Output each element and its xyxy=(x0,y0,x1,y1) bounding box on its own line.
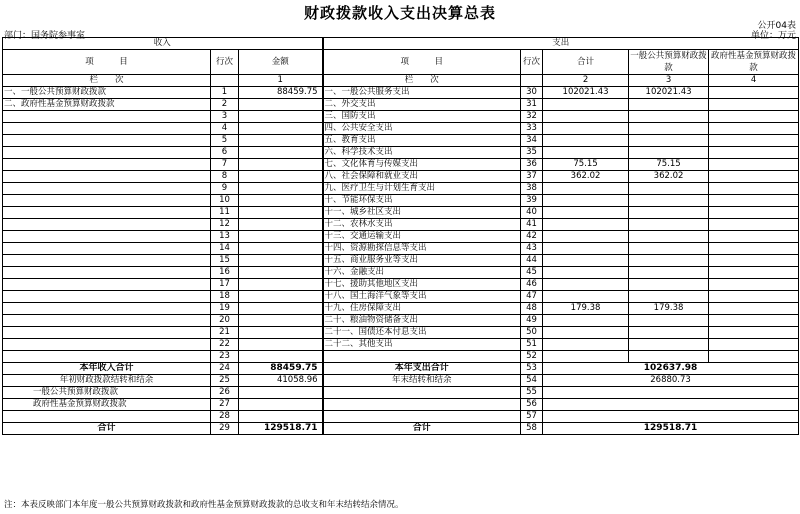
gov-fund-amount xyxy=(709,339,799,351)
line-number: 41 xyxy=(521,219,543,231)
general-budget-amount: 102021.43 xyxy=(629,87,709,99)
table-row xyxy=(3,207,799,219)
expense-total: 362.02 xyxy=(543,171,629,183)
line-number: 30 xyxy=(521,87,543,99)
line-number: 49 xyxy=(521,315,543,327)
line-number: 5 xyxy=(211,135,239,147)
expense-item: 十二、农林水支出 xyxy=(323,219,521,231)
income-amount xyxy=(239,267,323,279)
expense-total: 179.38 xyxy=(543,303,629,315)
line-number: 4 xyxy=(211,123,239,135)
income-amount xyxy=(239,255,323,267)
expense-total xyxy=(543,351,629,363)
table-row xyxy=(3,315,799,327)
line-number: 56 xyxy=(521,399,543,411)
expense-total xyxy=(543,195,629,207)
gov-fund-amount xyxy=(709,207,799,219)
line-number: 37 xyxy=(521,171,543,183)
income-amount xyxy=(239,291,323,303)
gov-fund-amount xyxy=(709,183,799,195)
gov-fund-amount xyxy=(709,267,799,279)
carry-begin-label: 年初财政拨款结转和结余 xyxy=(3,375,211,387)
line-number: 45 xyxy=(521,267,543,279)
table-row xyxy=(3,267,799,279)
line-number: 15 xyxy=(211,255,239,267)
line-number: 27 xyxy=(211,399,239,411)
expense-total xyxy=(543,267,629,279)
line-number: 16 xyxy=(211,267,239,279)
income-total-value: 88459.75 xyxy=(239,363,323,375)
line-number: 21 xyxy=(211,327,239,339)
income-item xyxy=(3,195,211,207)
income-amount xyxy=(239,207,323,219)
grand-income-value: 129518.71 xyxy=(239,423,323,435)
general-budget-amount: 362.02 xyxy=(629,171,709,183)
line-number: 31 xyxy=(521,99,543,111)
column-label: 栏 次 xyxy=(323,75,521,87)
grand-expense-value: 129518.71 xyxy=(543,423,799,435)
general-budget-amount: 179.38 xyxy=(629,303,709,315)
line-number: 47 xyxy=(521,291,543,303)
sub-general-label: 一般公共预算财政拨款 xyxy=(3,387,211,399)
line-number: 46 xyxy=(521,279,543,291)
income-amount xyxy=(239,339,323,351)
expense-total: 75.15 xyxy=(543,159,629,171)
line-number: 38 xyxy=(521,183,543,195)
gov-fund-amount xyxy=(709,171,799,183)
gov-fund-amount xyxy=(709,135,799,147)
income-amount xyxy=(239,183,323,195)
table-row xyxy=(3,99,799,111)
expense-total-label: 本年支出合计 xyxy=(323,363,521,375)
general-budget-header: 一般公共预算财政拨款 xyxy=(630,51,707,73)
line-number: 8 xyxy=(211,171,239,183)
line-number: 32 xyxy=(521,111,543,123)
income-line-header: 行次 xyxy=(211,50,239,75)
income-item xyxy=(3,147,211,159)
expense-item: 十七、援助其他地区支出 xyxy=(323,279,521,291)
income-item xyxy=(3,315,211,327)
expense-total xyxy=(543,219,629,231)
income-amount xyxy=(239,279,323,291)
income-amount xyxy=(239,159,323,171)
income-item xyxy=(3,171,211,183)
income-amount: 88459.75 xyxy=(239,87,323,99)
expense-item: 八、社会保障和就业支出 xyxy=(323,171,521,183)
expense-total xyxy=(543,291,629,303)
expense-item: 三、国防支出 xyxy=(323,111,521,123)
carry-begin-value: 41058.96 xyxy=(239,375,323,387)
carry-end-value: 26880.73 xyxy=(543,375,799,387)
income-item xyxy=(3,291,211,303)
expense-item-header: 项 目 xyxy=(323,50,521,75)
general-budget-amount xyxy=(629,207,709,219)
general-budget-amount xyxy=(629,291,709,303)
expense-item: 二十二、其他支出 xyxy=(323,339,521,351)
col-num: 3 xyxy=(629,75,709,87)
expense-item: 十八、国土海洋气象等支出 xyxy=(323,291,521,303)
line-number: 48 xyxy=(521,303,543,315)
gov-fund-amount xyxy=(709,255,799,267)
line-number: 9 xyxy=(211,183,239,195)
income-item xyxy=(3,339,211,351)
line-number: 52 xyxy=(521,351,543,363)
expense-total-header: 合计 xyxy=(543,50,629,75)
report-title: 财政拨款收入支出决算总表 xyxy=(303,4,496,22)
line-number: 2 xyxy=(211,99,239,111)
gov-fund-amount xyxy=(709,147,799,159)
line-number: 55 xyxy=(521,387,543,399)
line-number: 6 xyxy=(211,147,239,159)
general-budget-amount xyxy=(629,279,709,291)
expense-item: 二、外交支出 xyxy=(323,99,521,111)
income-item xyxy=(3,111,211,123)
line-number: 28 xyxy=(211,411,239,423)
expense-item: 九、医疗卫生与计划生育支出 xyxy=(323,183,521,195)
expense-item: 十五、商业服务业等支出 xyxy=(323,255,521,267)
income-amount xyxy=(239,351,323,363)
income-amount xyxy=(239,219,323,231)
line-number: 18 xyxy=(211,291,239,303)
grand-total-label: 合计 xyxy=(3,423,211,435)
unit-label: 单位：万元 xyxy=(750,31,796,41)
income-amount xyxy=(239,231,323,243)
grand-total-row xyxy=(3,423,799,435)
general-budget-amount xyxy=(629,255,709,267)
table-row xyxy=(3,171,799,183)
table-row xyxy=(3,339,799,351)
sub-general-row xyxy=(3,387,799,399)
general-budget-amount xyxy=(629,99,709,111)
line-number: 42 xyxy=(521,231,543,243)
line-number: 34 xyxy=(521,135,543,147)
income-item xyxy=(3,351,211,363)
general-budget-amount xyxy=(629,339,709,351)
table-row xyxy=(3,195,799,207)
expense-total xyxy=(543,315,629,327)
expense-item: 二十一、国债还本付息支出 xyxy=(323,327,521,339)
expense-item: 十三、交通运输支出 xyxy=(323,231,521,243)
line-number: 20 xyxy=(211,315,239,327)
expense-total xyxy=(543,255,629,267)
income-item xyxy=(3,231,211,243)
gov-fund-amount xyxy=(709,315,799,327)
line-number: 40 xyxy=(521,207,543,219)
form-number: 公开04表 xyxy=(757,21,796,31)
expense-total xyxy=(543,111,629,123)
general-budget-amount xyxy=(629,315,709,327)
expense-total xyxy=(543,147,629,159)
line-number: 50 xyxy=(521,327,543,339)
income-item xyxy=(3,267,211,279)
income-total-row xyxy=(3,363,799,375)
carry-over-row xyxy=(3,375,799,387)
col-num: 2 xyxy=(543,75,629,87)
column-label: 栏 次 xyxy=(3,75,211,87)
income-amount xyxy=(239,123,323,135)
income-item xyxy=(3,123,211,135)
income-header: 收入 xyxy=(3,38,323,50)
line-number: 33 xyxy=(521,123,543,135)
general-budget-amount xyxy=(629,351,709,363)
expense-item: 二十、粮油物资储备支出 xyxy=(323,315,521,327)
table-row xyxy=(3,243,799,255)
col-num: 1 xyxy=(239,75,323,87)
income-amount xyxy=(239,195,323,207)
expense-total xyxy=(543,279,629,291)
general-budget-amount xyxy=(629,111,709,123)
income-amount xyxy=(239,147,323,159)
table-row xyxy=(3,183,799,195)
expense-item xyxy=(323,351,521,363)
col-num: 4 xyxy=(709,75,799,87)
expense-line-header: 行次 xyxy=(521,50,543,75)
line-number: 17 xyxy=(211,279,239,291)
table-row xyxy=(3,87,799,99)
line-number: 35 xyxy=(521,147,543,159)
table-row xyxy=(3,303,799,315)
sub-fund-label: 政府性基金预算财政拨款 xyxy=(3,399,211,411)
expense-total xyxy=(543,183,629,195)
gov-fund-amount xyxy=(709,219,799,231)
expense-item: 四、公共安全支出 xyxy=(323,123,521,135)
footnote: 注：本表反映部门本年度一般公共预算财政拨款和政府性基金预算财政拨款的总收支和年末结转结余情况。 xyxy=(4,500,404,510)
general-budget-amount xyxy=(629,135,709,147)
blank-row xyxy=(3,411,799,423)
income-item xyxy=(3,327,211,339)
expense-header: 支出 xyxy=(323,38,799,50)
department-label: 部门：国务院参事室 xyxy=(4,31,86,41)
income-item xyxy=(3,255,211,267)
income-amount xyxy=(239,243,323,255)
line-number: 7 xyxy=(211,159,239,171)
line-number: 13 xyxy=(211,231,239,243)
income-item xyxy=(3,135,211,147)
line-number: 29 xyxy=(211,423,239,435)
income-item xyxy=(3,183,211,195)
table-row xyxy=(3,291,799,303)
table-row xyxy=(3,147,799,159)
line-number: 51 xyxy=(521,339,543,351)
table-row xyxy=(3,111,799,123)
line-number: 36 xyxy=(521,159,543,171)
sub-fund-row xyxy=(3,399,799,411)
income-item xyxy=(3,279,211,291)
budget-table xyxy=(2,37,799,435)
line-number: 22 xyxy=(211,339,239,351)
gov-fund-amount xyxy=(709,111,799,123)
gov-fund-amount xyxy=(709,195,799,207)
line-number: 12 xyxy=(211,219,239,231)
general-budget-amount xyxy=(629,267,709,279)
gov-fund-amount xyxy=(709,243,799,255)
expense-total: 102021.43 xyxy=(543,87,629,99)
expense-item: 十、节能环保支出 xyxy=(323,195,521,207)
gov-fund-header: 政府性基金预算财政拨款 xyxy=(709,50,799,75)
expense-item: 六、科学技术支出 xyxy=(323,147,521,159)
gov-fund-amount xyxy=(709,99,799,111)
expense-total xyxy=(543,207,629,219)
line-number: 57 xyxy=(521,411,543,423)
line-number: 3 xyxy=(211,111,239,123)
expense-total xyxy=(543,99,629,111)
line-number: 23 xyxy=(211,351,239,363)
gov-fund-amount xyxy=(709,279,799,291)
general-budget-amount xyxy=(629,183,709,195)
income-amount xyxy=(239,315,323,327)
income-item xyxy=(3,207,211,219)
income-amount xyxy=(239,327,323,339)
line-number: 53 xyxy=(521,363,543,375)
income-amount xyxy=(239,135,323,147)
table-row xyxy=(3,123,799,135)
table-row xyxy=(3,327,799,339)
table-row xyxy=(3,279,799,291)
expense-total xyxy=(543,123,629,135)
income-amount xyxy=(239,111,323,123)
general-budget-amount: 75.15 xyxy=(629,159,709,171)
expense-total xyxy=(543,243,629,255)
income-item xyxy=(3,243,211,255)
line-number: 54 xyxy=(521,375,543,387)
general-budget-amount xyxy=(629,219,709,231)
gov-fund-amount xyxy=(709,351,799,363)
income-item: 二、政府性基金预算财政拨款 xyxy=(3,99,211,111)
general-budget-amount xyxy=(629,195,709,207)
expense-total xyxy=(543,135,629,147)
expense-total xyxy=(543,339,629,351)
income-amount xyxy=(239,171,323,183)
expense-item: 十一、城乡社区支出 xyxy=(323,207,521,219)
line-number: 58 xyxy=(521,423,543,435)
table-row xyxy=(3,231,799,243)
line-number: 1 xyxy=(211,87,239,99)
line-number: 24 xyxy=(211,363,239,375)
header-row-columns xyxy=(3,50,799,75)
line-number: 44 xyxy=(521,255,543,267)
income-amount xyxy=(239,99,323,111)
line-number: 25 xyxy=(211,375,239,387)
income-item xyxy=(3,303,211,315)
gov-fund-amount xyxy=(709,327,799,339)
general-budget-amount xyxy=(629,243,709,255)
general-budget-amount xyxy=(629,147,709,159)
line-number: 26 xyxy=(211,387,239,399)
header-row-section xyxy=(3,38,799,50)
grand-total-label: 合计 xyxy=(323,423,521,435)
expense-item: 十九、住房保障支出 xyxy=(323,303,521,315)
income-item-header: 项 目 xyxy=(3,50,211,75)
line-number: 14 xyxy=(211,243,239,255)
gov-fund-amount xyxy=(709,231,799,243)
table-row xyxy=(3,255,799,267)
expense-item: 一、一般公共服务支出 xyxy=(323,87,521,99)
expense-total xyxy=(543,231,629,243)
expense-total-value: 102637.98 xyxy=(543,363,799,375)
line-number: 19 xyxy=(211,303,239,315)
column-number-row xyxy=(3,75,799,87)
table-row xyxy=(3,135,799,147)
expense-item: 七、文化体育与传媒支出 xyxy=(323,159,521,171)
income-total-label: 本年收入合计 xyxy=(3,363,211,375)
expense-total xyxy=(543,327,629,339)
income-amount-header: 金额 xyxy=(239,50,323,75)
line-number: 39 xyxy=(521,195,543,207)
income-amount xyxy=(239,303,323,315)
expense-item: 五、教育支出 xyxy=(323,135,521,147)
expense-item: 十六、金融支出 xyxy=(323,267,521,279)
gov-fund-amount xyxy=(709,123,799,135)
line-number: 10 xyxy=(211,195,239,207)
income-item xyxy=(3,219,211,231)
line-number: 11 xyxy=(211,207,239,219)
line-number: 43 xyxy=(521,243,543,255)
table-row xyxy=(3,351,799,363)
carry-end-label: 年末结转和结余 xyxy=(323,375,521,387)
general-budget-amount xyxy=(629,327,709,339)
income-item: 一、一般公共预算财政拨款 xyxy=(3,87,211,99)
gov-fund-amount xyxy=(709,303,799,315)
gov-fund-amount xyxy=(709,87,799,99)
income-item xyxy=(3,159,211,171)
table-row xyxy=(3,219,799,231)
expense-item: 十四、资源勘探信息等支出 xyxy=(323,243,521,255)
general-budget-amount xyxy=(629,231,709,243)
gov-fund-amount xyxy=(709,291,799,303)
table-row xyxy=(3,159,799,171)
general-budget-amount xyxy=(629,123,709,135)
gov-fund-amount xyxy=(709,159,799,171)
